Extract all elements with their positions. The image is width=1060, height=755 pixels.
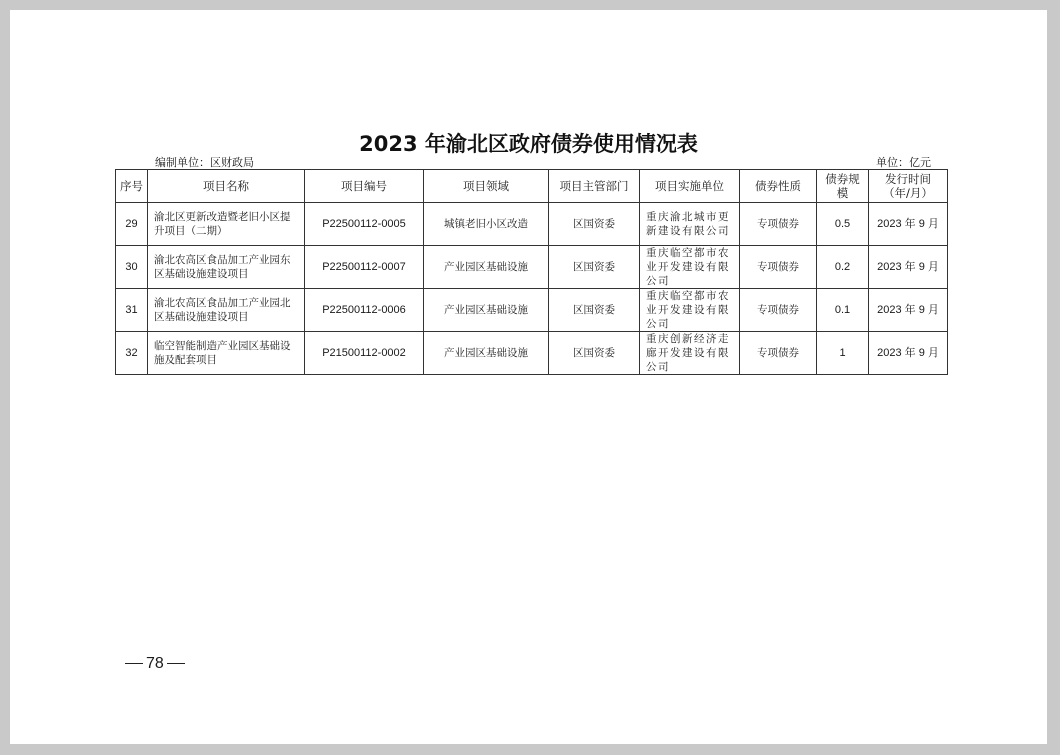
header-scale: 债券规模 [817,170,869,203]
table-row [116,246,948,289]
document-page [10,10,1047,744]
page-title: 2023 年渝北区政府债券使用情况表 [359,132,698,156]
header-date: 发行时间（年/月） [869,170,948,203]
cell-field: 城镇老旧小区改造 [424,203,549,246]
header-impl: 项目实施单位 [640,170,740,203]
cell-field: 产业园区基础设施 [424,246,549,289]
cell-type: 专项债券 [740,332,817,375]
cell-impl: 重庆临空都市农业开发建设有限公司 [640,246,740,289]
header-field: 项目领域 [424,170,549,203]
cell-date: 2023 年 9 月 [869,203,948,246]
unit-label: 单位：亿元 [876,156,931,169]
header-seq: 序号 [116,170,148,203]
page-footer [122,655,188,673]
cell-dept: 区国资委 [549,289,640,332]
header-code: 项目编号 [305,170,424,203]
cell-seq: 29 [116,203,148,246]
cell-scale: 0.5 [817,203,869,246]
footer-dash-left [125,663,143,664]
cell-dept: 区国资委 [549,332,640,375]
cell-field: 产业园区基础设施 [424,332,549,375]
cell-code: P22500112-0007 [305,246,424,289]
table-row [116,203,948,246]
cell-code: P22500112-0005 [305,203,424,246]
cell-scale: 0.2 [817,246,869,289]
footer-dash-right [167,663,185,664]
page-number: 78 [146,655,164,672]
cell-dept: 区国资委 [549,246,640,289]
cell-name: 渝北区更新改造暨老旧小区提升项目（二期） [148,203,305,246]
header-name: 项目名称 [148,170,305,203]
cell-scale: 1 [817,332,869,375]
header-dept: 项目主管部门 [549,170,640,203]
table-row [116,289,948,332]
compiler-label: 编制单位：区财政局 [155,156,254,169]
cell-type: 专项债券 [740,246,817,289]
cell-field: 产业园区基础设施 [424,289,549,332]
cell-impl: 重庆临空都市农业开发建设有限公司 [640,289,740,332]
cell-type: 专项债券 [740,203,817,246]
cell-impl: 重庆创新经济走廊开发建设有限公司 [640,332,740,375]
cell-name: 临空智能制造产业园区基础设施及配套项目 [148,332,305,375]
cell-seq: 32 [116,332,148,375]
table-header-row [116,170,948,203]
cell-name: 渝北农高区食品加工产业园东区基础设施建设项目 [148,246,305,289]
cell-date: 2023 年 9 月 [869,332,948,375]
cell-seq: 31 [116,289,148,332]
table-row [116,332,948,375]
header-type: 债券性质 [740,170,817,203]
cell-dept: 区国资委 [549,203,640,246]
cell-type: 专项债券 [740,289,817,332]
cell-scale: 0.1 [817,289,869,332]
cell-code: P22500112-0006 [305,289,424,332]
bond-usage-table [115,169,948,375]
cell-code: P21500112-0002 [305,332,424,375]
cell-impl: 重庆渝北城市更新建设有限公司 [640,203,740,246]
cell-date: 2023 年 9 月 [869,246,948,289]
cell-date: 2023 年 9 月 [869,289,948,332]
cell-name: 渝北农高区食品加工产业园北区基础设施建设项目 [148,289,305,332]
cell-seq: 30 [116,246,148,289]
